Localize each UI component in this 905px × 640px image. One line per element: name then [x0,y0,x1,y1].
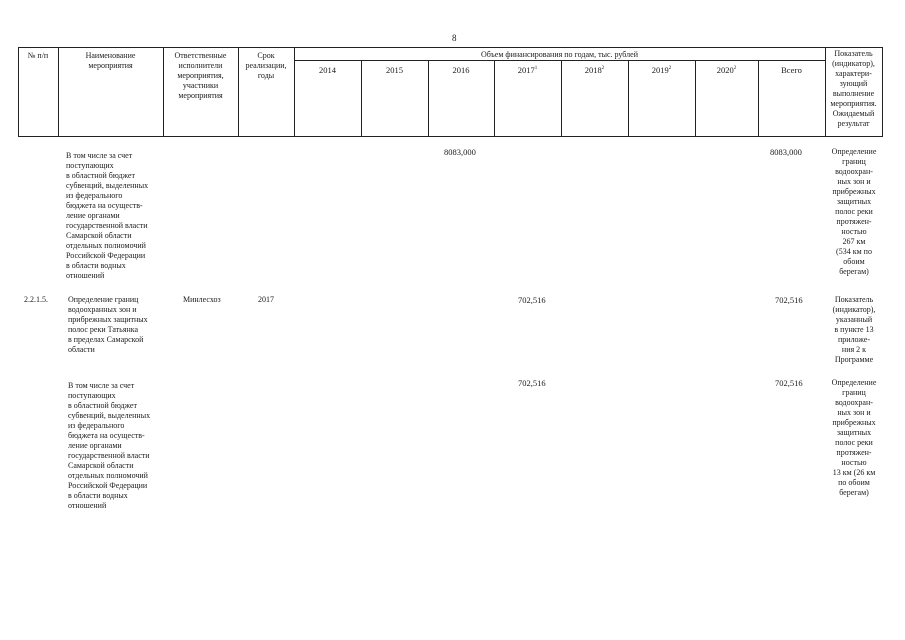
row-value-2017: 702,516 [518,295,546,305]
row-value-total: 702,516 [775,378,803,388]
row-number: 2.2.1.5. [24,295,48,304]
header-col-term: Срок реализации, годы [245,51,287,80]
header-year-2018: 2018$^2$ [584,65,605,75]
table-header [18,47,883,137]
row-name: Определение границ водоохранных зон и прибрежных защитных полос реки Татьянка в пределах Самарской области [68,295,148,354]
header-year-2016: 2016 [452,65,470,75]
row-value-2017: 702,516 [518,378,546,388]
row-term: 2017 [258,295,274,304]
row-name: В том числе за счет поступающих в областной бюджет субвенций, выделенных из федерального бюджета на осуществ- ление органами государственной власти Самарской области отдельных полномочий Российской Федерации в области водных отношений [66,151,149,280]
row-name: В том числе за счет поступающих в областной бюджет субвенций, выделенных из федерального бюджета на осуществ- ление органами государственной власти Самарской области отдельных полномочий Российской Федерации в области водных отношений [68,381,151,510]
row-result: Показатель (индикатор), указанный в пункте 13 приложе- ния 2 к Программе [832,295,876,364]
row-executor: Минлесхоз [183,295,221,304]
header-col-name: Наименование мероприятия [85,51,136,70]
row-result: Определение границ водоохран- ных зон и прибрежных защитных полос реки протяжен- ностью 13 км (26 км по обоим берегам) [831,378,877,497]
header-col-result: Показатель (индикатор), характери- зующий выполнение мероприятия. Ожидаемый результат [830,49,877,128]
header-col-financing: Объем финансирования по годам, тыс. рублей [481,50,638,59]
header-col-number: № п/п [27,51,49,60]
row-value-total: 702,516 [775,295,803,305]
row-value-2016: 8083,000 [444,147,476,157]
header-col-executor: Ответственные исполнители мероприятия, участники мероприятия [174,51,227,100]
row-result: Определение границ водоохран- ных зон и прибрежных защитных полос реки протяжен- ностью 267 км (534 км по обоим берегам) [831,147,877,276]
header-year-2015: 2015 [386,65,403,75]
header-year-2017: 2017$^1$ [517,65,538,75]
page-number: 8 [452,33,457,43]
header-year-2019: 2019$^2$ [651,65,672,75]
row-value-total: 8083,000 [770,147,802,157]
header-year-2014: 2014 [319,65,336,75]
header-year-2020: 2020$^2$ [716,65,737,75]
header-total: Всего [781,65,802,75]
